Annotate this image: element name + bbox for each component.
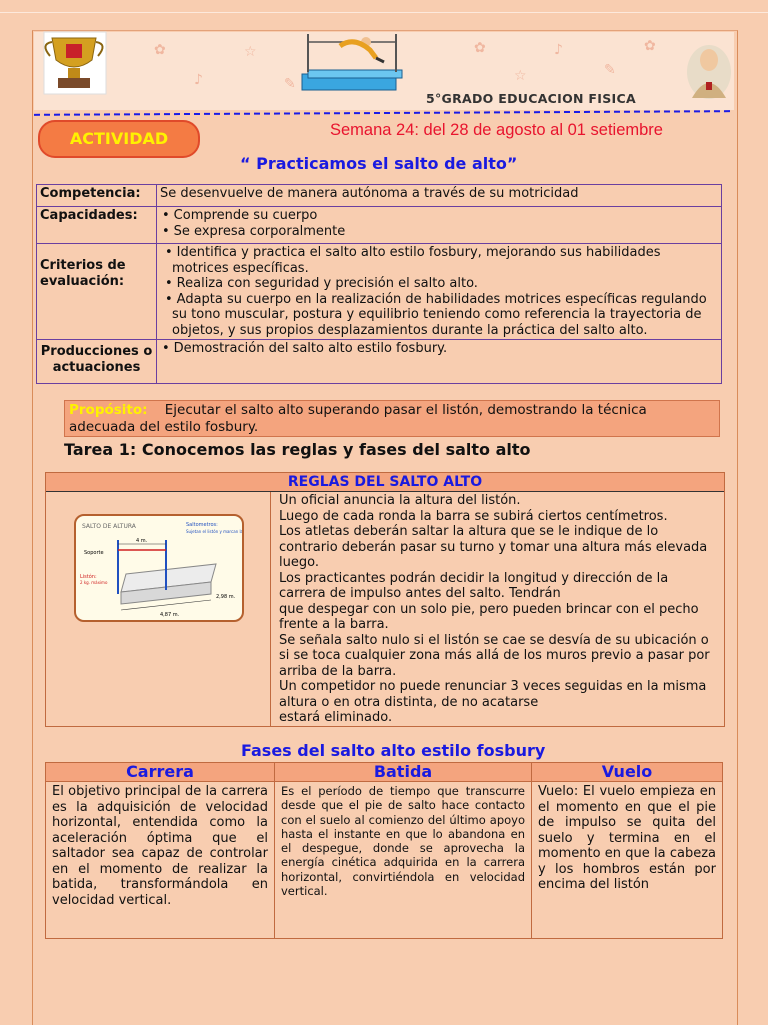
list-item: • Se expresa corporalmente [162,224,718,240]
criterios-label: Criterios de evaluación: [37,244,157,340]
high-jump-diagram [74,514,244,622]
proposito-box [64,400,720,437]
doodle-icon: ✿ [154,42,166,58]
doodle-icon: ☆ [514,68,527,84]
doodle-icon: ✿ [474,40,486,56]
competencia-label: Competencia: [37,185,157,207]
table-row [46,782,723,939]
reglas-text [271,492,724,726]
producciones-label: Producciones o actuaciones [37,340,157,384]
week-date-label: Semana 24: del 28 de agosto al 01 setiembre [330,121,663,139]
reglas-title: REGLAS DEL SALTO ALTO [46,473,724,492]
soporte-label: Soporte [84,550,104,556]
batida-cell: Es el período de tiempo que transcurre desde que el pie de salto hace contacto con el suelo al comienzo del último apoyo hasta el instante en que lo abandona en el despegue, donde se aprovecha la energía cinética adquirida en la carrera horizontal, convirtiéndola en velocidad vertical. [275,782,532,939]
producciones-list [157,340,722,384]
column-header: Carrera [46,763,275,782]
table-row [37,244,722,340]
table-header-row [46,763,723,782]
regla-paragraph: Los practicantes podrán decidir la longitud y dirección de la carrera de impulso antes del salto. Tendrán [279,570,669,601]
regla-paragraph: estará eliminado. [279,710,393,725]
figure-title: SALTO DE ALTURA [82,523,136,530]
criterios-list [157,244,722,340]
table-row [37,185,722,207]
column-header: Batida [275,763,532,782]
proposito-label: Propósito: [69,402,148,418]
proposito-text: Ejecutar el salto alto superando pasar el listón, demostrando la técnica adecuada del estilo fosbury. [69,402,647,435]
carrera-cell: El objetivo principal de la carrera es la adquisición de velocidad horizontal, entendida como la aceleración óptima que el saltador sea capaz de controlar en el momento de realizar la batida, transformándola en velocidad vertical. [46,782,275,939]
list-item: • Comprende su cuerpo [162,208,718,224]
regla-paragraph: Los atletas deberán saltar la altura que se le indique de lo contrario deberán pasar su turno y tomar una altura más elevada luego. [279,524,708,570]
top-border [0,0,768,13]
list-item: • Realiza con seguridad y precisión el salto alto. [162,276,718,292]
actividad-badge: ACTIVIDAD [38,120,200,158]
column-header: Vuelo [532,763,723,782]
high-jump-illustration [300,32,418,96]
reglas-figure-cell [46,492,271,726]
activity-title: “ Practicamos el salto de alto” [240,154,518,173]
liston-desc: 2 kg. máximo [80,580,108,585]
competencia-value: Se desenvuelve de manera autónoma a través de su motricidad [157,185,722,207]
saltometros-label: Saltometros: [186,522,218,528]
grade-subject-label: 5°GRADO EDUCACION FISICA [426,91,636,106]
length-label: 4,87 m. [160,612,180,618]
regla-paragraph: que despegar con un solo pie, pero pueden brincar con el pecho frente a la barra. [279,601,699,632]
doodle-icon: ✎ [604,62,616,78]
competencias-table [36,184,722,384]
list-item: • Adapta su cuerpo en la realización de habilidades motrices específicas regulando su tono muscular, postura y equilibrio teniendo como referencia la trayectoria de objetos, y sus propios desplazamientos durante la práctica del salto alto. [162,292,718,339]
regla-paragraph: Un competidor no puede renunciar 3 veces seguidas en la misma altura o en otra distinta, de no acatarse [279,679,707,710]
doodle-icon: ✿ [644,38,656,54]
doodle-icon: ☆ [244,44,257,60]
vuelo-cell: Vuelo: El vuelo empieza en el momento en que el pie de impulso se quita del suelo y termina en el momento en que la cabeza y los hombros están por encima del listón [532,782,723,939]
width-label: 4 m. [136,538,148,544]
tarea-heading: Tarea 1: Conocemos las reglas y fases del salto alto [64,440,531,459]
doodle-icon: ✎ [284,76,296,92]
doodle-icon: ♪ [194,72,203,88]
trophy-icon [38,30,110,96]
fases-table [45,762,723,939]
doodle-icon: ♪ [554,42,563,58]
regla-paragraph: Un oficial anuncia la altura del listón. [279,493,521,508]
saltometros-desc: Sujetan el listón y marcan la [186,529,242,534]
capacidades-label: Capacidades: [37,207,157,244]
fases-title: Fases del salto alto estilo fosbury [241,741,546,760]
depth-label: 2,98 m. [216,594,236,600]
regla-paragraph: Luego de cada ronda la barra se subirá ciertos centímetros. [279,508,668,524]
table-row [37,340,722,384]
capacidades-list [157,207,722,244]
list-item: • Demostración del salto alto estilo fosbury. [162,341,718,357]
regla-paragraph: Se señala salto nulo si el listón se cae se desvía de su ubicación o si se toca cualquier zona más allá de los muros previo a pasar por arriba de la barra. [279,632,710,679]
virgin-image [684,38,734,100]
reglas-table [45,472,725,727]
list-item: • Identifica y practica el salto alto estilo fosbury, mejorando sus habilidades motrices específicas. [162,245,718,276]
liston-label: Listón: [80,574,97,580]
table-row [37,207,722,244]
